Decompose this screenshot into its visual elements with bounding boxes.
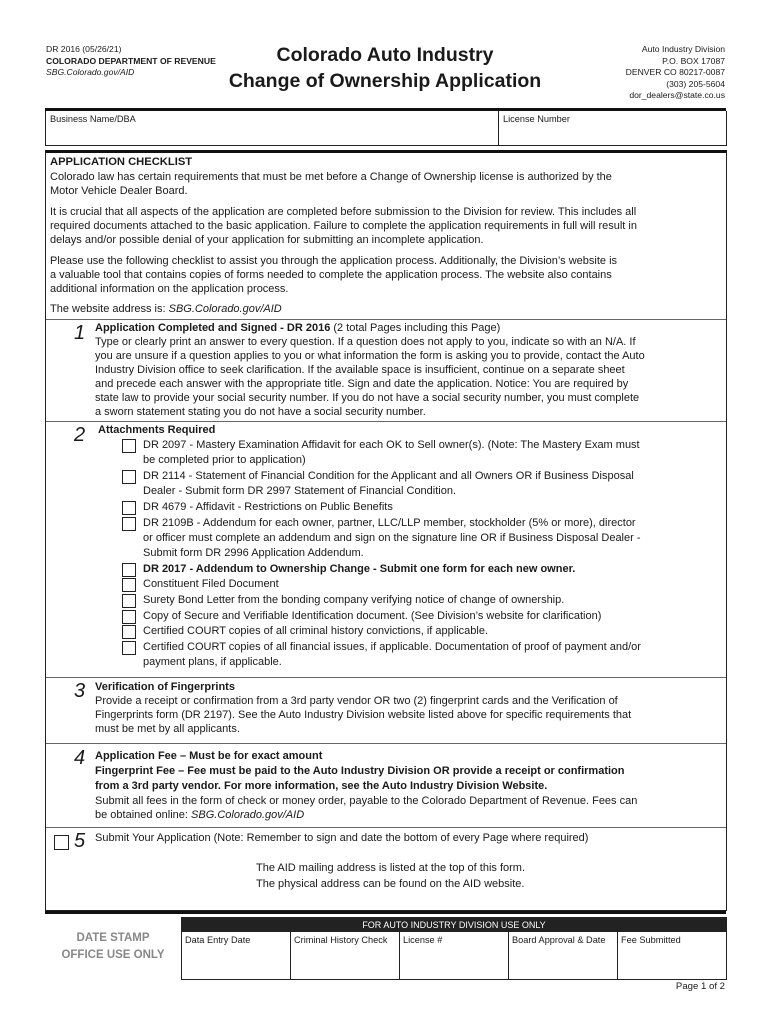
checkbox-dr2109b[interactable] — [122, 517, 136, 531]
checkbox-identification[interactable] — [122, 610, 136, 624]
stamp-label: DATE STAMP — [76, 932, 150, 944]
footer-divider — [45, 911, 726, 914]
license-number-field[interactable] — [499, 111, 725, 145]
contact-line: (303) 205-5604 — [666, 78, 725, 89]
para-line: It is crucial that all aspects of the application are completed before submission to the Division for review. This includes all — [50, 206, 637, 218]
checkbox-surety-bond[interactable] — [122, 594, 136, 608]
section-divider — [46, 827, 726, 828]
step4-line — [95, 808, 304, 822]
office-use-table — [181, 917, 727, 980]
intro-line: Colorado law has certain requirements that must be met before a Change of Ownership license is authorized by the — [50, 171, 612, 183]
contact-block — [525, 44, 725, 102]
contact-line: Auto Industry Division — [641, 44, 725, 54]
checkbox-dr2017[interactable] — [122, 563, 136, 577]
step-number: 1 — [74, 322, 86, 344]
office-use-label: Board Approval & Date — [512, 935, 606, 945]
checkbox-dr4679[interactable] — [122, 501, 136, 515]
step-number: 3 — [74, 680, 86, 702]
office-use-cell[interactable] — [617, 932, 726, 979]
section-divider — [46, 319, 726, 320]
step4-title: Application Fee – Must be for exact amount — [95, 750, 323, 762]
step1-title-rest: (2 total Pages including this Page) — [330, 322, 501, 334]
para-line: required documents attached to the basic application. Failure to complete the application requirements in full will result in — [50, 220, 637, 232]
step3-line: must be met by all applicants. — [95, 723, 240, 735]
attachment-text: DR 2109B - Addendum for each owner, partner, LLC/LLP member, stockholder (5% or more), director — [143, 517, 636, 529]
attachment-text: Copy of Secure and Verifiable Identification document. (See Division’s website for clarification) — [143, 610, 602, 622]
section-divider — [46, 677, 726, 678]
header-website: SBG.Colorado.gov/AID — [46, 67, 135, 77]
fee-website-link[interactable]: SBG.Colorado.gov/AID — [191, 809, 305, 821]
para-line: additional information on the application process. — [50, 283, 289, 295]
attachment-text: DR 4679 - Affidavit - Restrictions on Public Benefits — [143, 501, 393, 513]
title-line-1: Colorado Auto Industry — [276, 44, 494, 66]
contact-line: DENVER CO 80217-0087 — [625, 67, 725, 78]
contact-line: dor_dealers@state.co.us — [629, 90, 725, 101]
attachment-text: Certified COURT copies of all financial issues, if applicable. Documentation of proof of payment and/or — [143, 641, 641, 653]
stamp-label: OFFICE USE ONLY — [61, 949, 165, 961]
step1-line: Type or clearly print an answer to every question. If a question does not apply to you, indicate so with an N/A. If — [95, 336, 636, 348]
attachment-text: DR 2097 - Mastery Examination Affidavit for each OK to Sell owner(s). (Note: The Mastery Exam must — [143, 439, 640, 451]
step4-bold-line: Fingerprint Fee – Fee must be paid to the Auto Industry Division OR provide a receipt or confirmation — [95, 765, 625, 777]
contact-line: P.O. BOX 17087 — [662, 55, 725, 66]
attachment-text: DR 2017 - Addendum to Ownership Change - Submit one form for each new owner. — [143, 563, 576, 575]
license-number-label: License Number — [503, 114, 570, 124]
attachment-text: Constituent Filed Document — [143, 578, 279, 590]
website-line — [50, 302, 282, 316]
step1-line: a sworn statement stating you do not have a social security number. — [95, 406, 426, 418]
para-line: Please use the following checklist to assist you through the application process. Additionally, the Division’s website is — [50, 255, 618, 267]
department-name: COLORADO DEPARTMENT OF REVENUE — [46, 55, 216, 66]
office-use-label: Data Entry Date — [185, 935, 251, 945]
step1-line: state law to provide your social security number. If you do not have a social security number, you must complete — [95, 392, 640, 404]
step1-title — [95, 321, 500, 335]
step1-line: and precede each answer with the appropriate title. Sign and date the application. Notice: You are required by — [95, 378, 629, 390]
checklist-box — [45, 150, 727, 911]
date-stamp-area — [45, 930, 181, 964]
para-line: delays and/or possible denial of your application for submitting an incomplete application. — [50, 234, 484, 246]
attachment-text: Certified COURT copies of all criminal history convictions, if applicable. — [143, 625, 489, 637]
intro-line: Motor Vehicle Dealer Board. — [50, 185, 188, 197]
step1-line: Industry Division office to seek clarification. If the available space is insufficient, continue on a separate sheet — [95, 364, 625, 376]
step-number: 2 — [74, 424, 86, 446]
step3-line: Provide a receipt or confirmation from a 3rd party vendor OR two (2) fingerprint cards and the Verification of — [95, 695, 618, 707]
office-use-label: License # — [403, 935, 443, 945]
office-use-cell[interactable] — [181, 932, 290, 979]
office-use-label: Fee Submitted — [621, 935, 681, 945]
website-link[interactable]: SBG.Colorado.gov/AID — [168, 303, 282, 315]
attachment-text: Surety Bond Letter from the bonding company verifying notice of change of ownership. — [143, 594, 565, 606]
step3-title: Verification of Fingerprints — [95, 681, 235, 693]
mailing-note: The AID mailing address is listed at the top of this form. — [256, 862, 526, 874]
step-number: 4 — [74, 747, 86, 769]
attachment-text: Dealer - Submit form DR 2997 Statement of Financial Condition. — [143, 485, 457, 497]
para-line: a valuable tool that contains copies of forms needed to complete the application process. The website also contains — [50, 269, 612, 281]
form-header-left — [46, 44, 216, 79]
attachment-text: DR 2114 - Statement of Financial Condition for the Applicant and all Owners OR if Business Disposal — [143, 470, 634, 482]
office-use-cell[interactable] — [508, 932, 617, 979]
step4-line-prefix: be obtained online: — [95, 809, 192, 821]
attachment-text: or officer must complete an addendum and sign on the signature line OR if Business Disposal Dealer - — [143, 532, 641, 544]
attachment-text: Submit form DR 2996 Application Addendum. — [143, 547, 364, 559]
step-number: 5 — [74, 830, 86, 852]
page-number: Page 1 of 2 — [675, 981, 725, 992]
page-title — [200, 42, 570, 94]
website-prefix: The website address is: — [50, 303, 169, 315]
attachment-text: be completed prior to application) — [143, 454, 306, 466]
office-use-label: Criminal History Check — [294, 935, 388, 945]
checkbox-financial-issues[interactable] — [122, 641, 136, 655]
checkbox-dr2097[interactable] — [122, 439, 136, 453]
checkbox-dr2114[interactable] — [122, 470, 136, 484]
business-info-row — [45, 111, 727, 146]
step4-bold-line: from a 3rd party vendor. For more information, see the Auto Industry Division Website. — [95, 780, 548, 792]
step5-text: Submit Your Application (Note: Remember to sign and date the bottom of every Page where required) — [95, 832, 589, 844]
checkbox-submit-application[interactable] — [54, 835, 69, 850]
form-number: DR 2016 (05/26/21) — [46, 44, 122, 54]
section-divider — [46, 421, 726, 422]
step4-line: Submit all fees in the form of check or money order, payable to the Colorado Department of Revenue. Fees can — [95, 795, 638, 807]
business-name-label: Business Name/DBA — [50, 114, 136, 124]
section-divider — [46, 743, 726, 744]
office-use-header: FOR AUTO INDUSTRY DIVISION USE ONLY — [182, 918, 726, 932]
step3-line: Fingerprints form (DR 2197). See the Auto Industry Division website listed above for specific requirements that — [95, 709, 632, 721]
checklist-title: APPLICATION CHECKLIST — [50, 156, 193, 168]
step1-title-bold: Application Completed and Signed - DR 2016 — [95, 322, 331, 334]
checkbox-constituent-doc[interactable] — [122, 578, 136, 592]
business-name-field[interactable] — [46, 111, 498, 145]
attachment-text: payment plans, if applicable. — [143, 656, 282, 668]
checkbox-criminal-history[interactable] — [122, 625, 136, 639]
physical-address-note: The physical address can be found on the AID website. — [256, 878, 525, 890]
step1-line: you are unsure if a question applies to you or what information the form is asking you to provide, contact the Auto — [95, 350, 645, 362]
step2-title: Attachments Required — [98, 424, 216, 436]
office-use-cell[interactable] — [399, 932, 508, 979]
title-line-2: Change of Ownership Application — [228, 70, 542, 92]
office-use-cell[interactable] — [290, 932, 399, 979]
